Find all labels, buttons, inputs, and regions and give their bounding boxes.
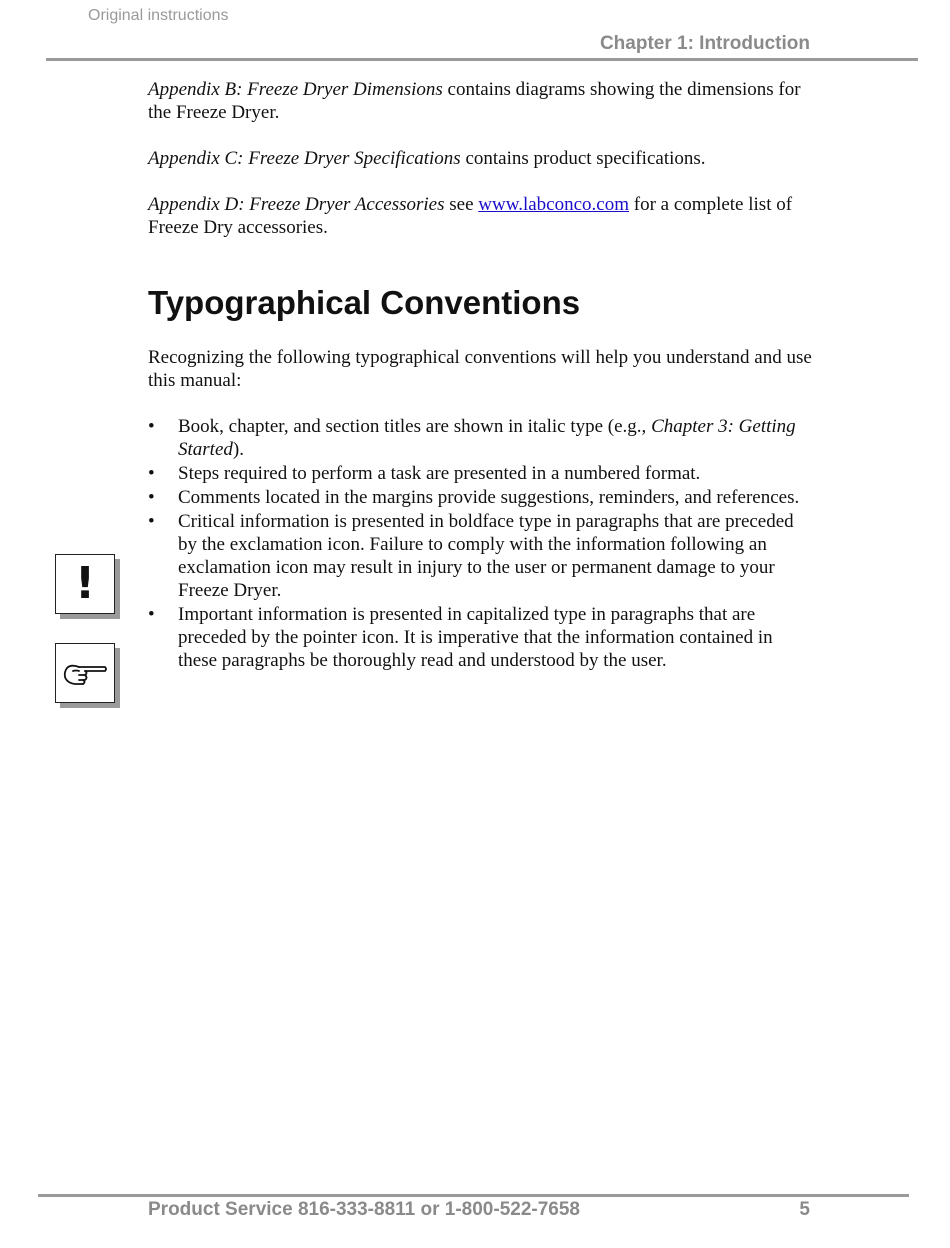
bullet-text-after: ). [232,439,244,460]
appendix-b-paragraph [148,78,812,124]
appendix-b-text: contains diagrams showing the dimensions for the Freeze Dryer. [148,79,801,123]
bullet-text-before: Book, chapter, and section titles are shown in italic type (e.g., [178,416,652,437]
bullet-dot: • [148,604,155,625]
appendix-d-title: Appendix D: Freeze Dryer Accessories [148,194,445,215]
bullet-text: Steps required to perform a task are presented in a numbered format. [178,463,701,484]
footer-divider [38,1194,909,1197]
product-service-contact: Product Service 816-333-8811 or 1-800-522-7658 [148,1199,580,1220]
appendix-c-text: contains product specifications. [460,148,706,169]
list-item [148,462,812,485]
appendix-d-text-after: for a complete list of Freeze Dry accessories. [148,194,793,238]
labconco-link[interactable]: www.labconco.com [478,194,630,215]
appendix-c-paragraph [148,147,812,170]
pointer-hand-icon [55,643,115,703]
list-item [148,510,812,602]
section-intro: Recognizing the following typographical conventions will help you understand and use this manual: [148,347,812,391]
list-item [148,415,812,461]
chapter-header: Chapter 1: Introduction [599,33,810,54]
appendix-d-paragraph [148,193,812,239]
list-item [148,603,812,672]
section-heading: Typographical Conventions [148,284,581,321]
bullet-text: Critical information is presented in boldface type in paragraphs that are preceded by the exclamation icon. Failure to comply with the information following an exclamation icon may result in injury to the user or permanent damage to your Freeze Dryer. [178,511,794,601]
appendix-b-title: Appendix B: Freeze Dryer Dimensions [148,79,443,100]
bullet-dot: • [148,511,155,532]
bullet-text: Comments located in the margins provide suggestions, reminders, and references. [178,487,800,508]
exclamation-glyph: ! [74,558,96,609]
header-divider [46,58,918,61]
bullet-dot: • [148,487,155,508]
bullet-dot: • [148,463,155,484]
original-instructions-note: Original instructions [88,7,229,24]
bullet-text: Important information is presented in capitalized type in paragraphs that are preceded by the pointer icon. It is imperative that the information contained in these paragraphs be thoroughly read and understood by the user. [178,604,773,671]
appendix-c-title: Appendix C: Freeze Dryer Specifications [148,148,461,169]
conventions-list [148,415,812,672]
list-item [148,486,812,509]
exclamation-icon [55,554,115,614]
pointer-hand-glyph [61,658,109,688]
bullet-dot: • [148,416,155,437]
bullet-italic-example: Chapter 3: Getting Started [178,416,796,460]
page-content [148,78,812,673]
page-number: 5 [799,1199,810,1220]
appendix-d-text-before: see [444,194,479,215]
